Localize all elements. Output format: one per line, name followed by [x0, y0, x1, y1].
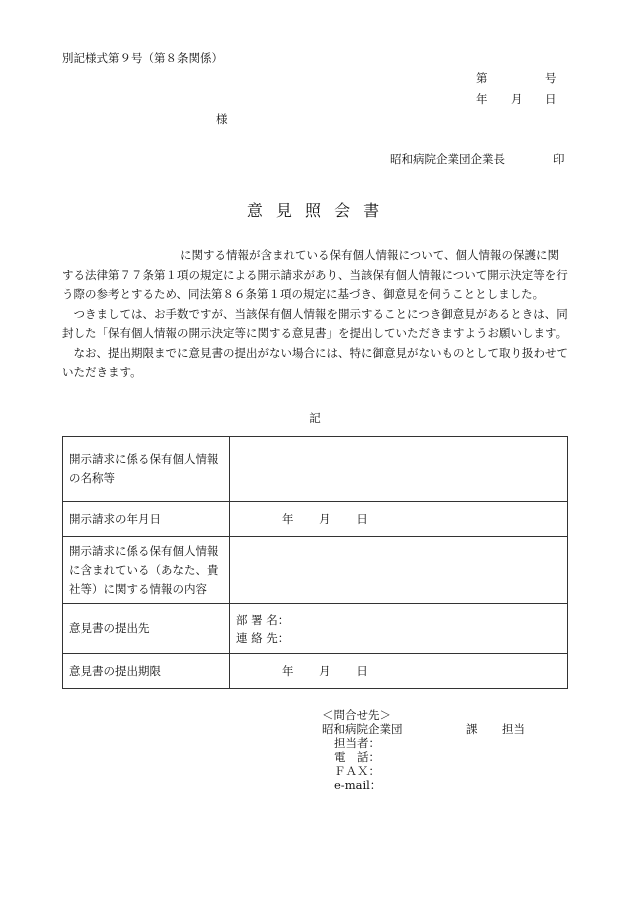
- date-year-label: 年: [476, 92, 488, 106]
- request-day-label: 日: [356, 511, 368, 526]
- table-row: [63, 654, 568, 689]
- date-day-label: 日: [545, 92, 557, 106]
- date-month-label: 月: [511, 92, 523, 106]
- request-year-label: 年: [282, 511, 294, 526]
- contact-person: 担当者：: [334, 736, 380, 750]
- body-text: [62, 246, 568, 383]
- row-value-submit-to: [230, 604, 568, 654]
- row-label-deadline: 意見書の提出期限: [63, 654, 230, 689]
- contact-charge: 担当: [502, 722, 525, 736]
- form-number: 別記様式第９号（第８条関係）: [62, 51, 223, 65]
- department-label: 部 署 名：: [236, 612, 290, 627]
- row-label-submit-to: 意見書の提出先: [63, 604, 230, 654]
- deadline-year-label: 年: [282, 663, 294, 678]
- contact-email: e-mail：: [334, 778, 382, 792]
- note-heading: 記: [309, 411, 321, 425]
- deadline-day-label: 日: [356, 663, 368, 678]
- row-label-info-content: 開示請求に係る保有個人情報に含まれている（あなた、貴社等）に関する情報の内容: [63, 537, 230, 604]
- row-value-request-date: [230, 502, 568, 537]
- table-row: [63, 537, 568, 604]
- contact-phone: 電 話：: [334, 750, 380, 764]
- body-paragraph-2: つきましては、お手数ですが、当該保有個人情報を開示することにつき御意見があるときは、同封した「保有個人情報の開示決定等に関する意見書」を提出していただきますようお願いします。: [62, 306, 568, 340]
- doc-number-prefix: 第: [476, 71, 488, 85]
- seal-mark: 印: [553, 152, 565, 166]
- contact-section: 課: [466, 722, 478, 736]
- request-month-label: 月: [319, 511, 331, 526]
- row-label-name: 開示請求に係る保有個人情報の名称等: [63, 437, 230, 502]
- row-value-info-content: [230, 537, 568, 604]
- doc-number-suffix: 号: [545, 71, 557, 85]
- row-value-name: [230, 437, 568, 502]
- contact-fax: ＦＡＸ：: [334, 764, 380, 778]
- deadline-month-label: 月: [319, 663, 331, 678]
- contact-org: 昭和病院企業団: [322, 722, 403, 736]
- table-row: [63, 604, 568, 654]
- contact-label: 連 絡 先：: [236, 630, 290, 645]
- document-title: 意 見 照 会 書: [246, 201, 384, 220]
- table-row: [63, 502, 568, 537]
- info-table: [62, 436, 568, 689]
- row-value-deadline: [230, 654, 568, 689]
- body-paragraph-1: に関する情報が含まれている保有個人情報について、個人情報の保護に関する法律第７７条第１項の規定による開示請求があり、当該保有個人情報について開示決定等を行う際の参考とするため、同法第８６条第１項の規定に基づき、御意見を伺うこととしました。: [62, 248, 568, 301]
- table-row: [63, 437, 568, 502]
- addressee-suffix: 様: [216, 112, 228, 126]
- contact-heading: ＜問合せ先＞: [322, 708, 391, 722]
- sender-name: 昭和病院企業団企業長: [390, 152, 505, 166]
- row-label-request-date: 開示請求の年月日: [63, 502, 230, 537]
- body-paragraph-3: なお、提出期限までに意見書の提出がない場合には、特に御意見がないものとして取り扱わせていただきます。: [62, 345, 568, 379]
